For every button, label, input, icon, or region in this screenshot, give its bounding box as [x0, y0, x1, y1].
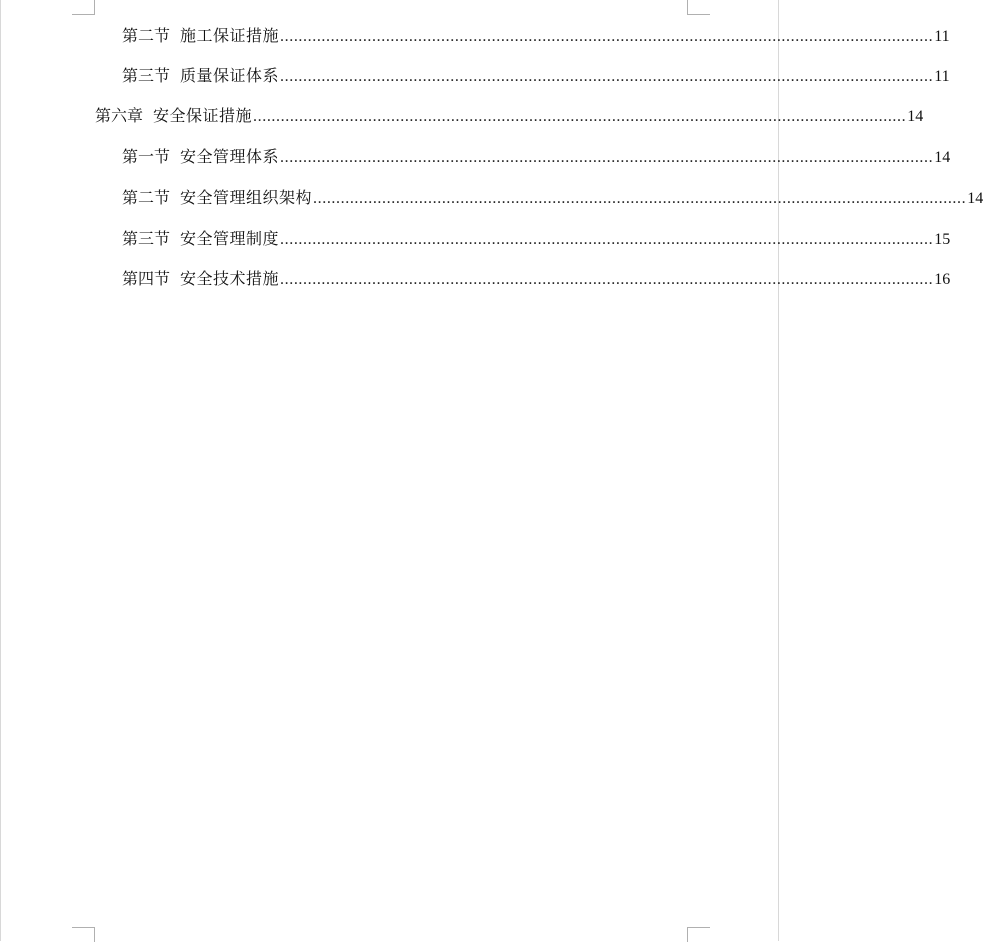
crop-mark-bottom-right	[687, 927, 710, 942]
toc-entry-page-number: 14	[934, 149, 951, 166]
toc-entry-page-number: 15	[934, 231, 951, 248]
toc-entry-title: 安全管理制度	[180, 229, 280, 248]
toc-entry-page-number: 14	[907, 108, 924, 125]
toc-dot-leader: ..............................................................................................................................................	[280, 149, 934, 166]
toc-entry-title: 施工保证措施	[180, 26, 280, 45]
toc-dot-leader: ..............................................................................................................................................	[280, 28, 934, 45]
toc-dot-leader: ..............................................................................................................................................	[313, 190, 967, 207]
toc-entry-number: 第三节	[122, 229, 171, 248]
toc-entry-page-number: 11	[934, 28, 950, 45]
toc-entry-number: 第一节	[122, 147, 171, 166]
toc-entry-title: 安全保证措施	[153, 106, 253, 125]
toc-entry-title: 安全管理组织架构	[180, 188, 313, 207]
toc-entry-section[interactable]	[122, 65, 950, 87]
toc-entry-section[interactable]	[122, 25, 950, 47]
crop-mark-top-left	[72, 0, 95, 15]
toc-entry-title: 安全管理体系	[180, 147, 280, 166]
toc-entry-page-number: 11	[934, 68, 950, 85]
toc-dot-leader: ..............................................................................................................................................	[280, 271, 934, 288]
toc-dot-leader: ..............................................................................................................................................	[280, 231, 934, 248]
toc-dot-leader: ..............................................................................................................................................	[253, 108, 907, 125]
toc-entry-number: 第三节	[122, 66, 171, 85]
toc-entry-section[interactable]	[122, 228, 951, 250]
toc-entry-section[interactable]	[122, 146, 951, 168]
crop-mark-top-right	[687, 0, 710, 15]
toc-entry-number: 第六章	[95, 106, 144, 125]
toc-entry-number: 第四节	[122, 269, 171, 288]
toc-entry-section[interactable]	[122, 187, 983, 209]
toc-entry-chapter[interactable]	[95, 105, 924, 127]
toc-dot-leader: ..............................................................................................................................................	[280, 68, 934, 85]
toc-entry-section[interactable]	[122, 268, 951, 290]
toc-entry-title: 质量保证体系	[180, 66, 280, 85]
toc-entry-page-number: 16	[934, 271, 951, 288]
crop-mark-bottom-left	[72, 927, 95, 942]
toc-entry-number: 第二节	[122, 188, 171, 207]
toc-entry-number: 第二节	[122, 26, 171, 45]
toc-entry-page-number: 14	[967, 190, 983, 207]
toc-entry-title: 安全技术措施	[180, 269, 280, 288]
